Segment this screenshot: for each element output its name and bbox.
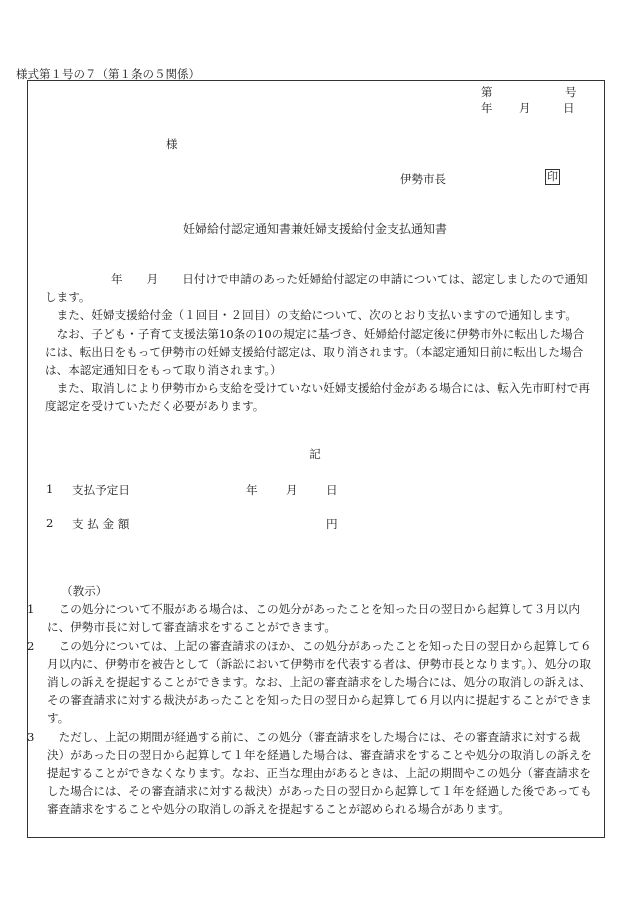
form-number-label: 様式第１号の７（第１条の５関係） [16, 67, 200, 81]
date-year: 年 [481, 101, 493, 115]
item-2-number: 2 [46, 516, 54, 530]
body-paragraph-1 [45, 270, 593, 306]
instruction-entry-text: ただし、上記の期間が経過する前に、この処分（審査請求をした場合には、その審査請求に対する裁決）があった日の翌日から起算して１年を経過した場合は、審査請求をすることや処分の取消しの訴えを提起することができなくなります。なお、正当な理由があるときは、上記の期間やこの処分（審査請求をした場合には、その審査請求に対する裁決）があった日の翌日から起算して１年を経過した後であっても審査請求をすることや処分の取消しの訴えを提起することが認められる場合があります。 [47, 729, 592, 817]
body-paragraph-1-text: 日付けで申請のあった妊婦給付認定の申請については、認定しましたので通知します。 [45, 272, 588, 305]
instruction-entry-number: 1 [27, 602, 35, 617]
document-title: 妊婦給付認定通知書兼妊婦支援給付金支払通知書 [182, 222, 447, 236]
body-text [45, 270, 593, 416]
recipient-suffix: 様 [166, 137, 178, 151]
number-suffix: 号 [565, 85, 577, 99]
instruction-entry [27, 600, 593, 636]
body-paragraph-3: なお、子ども・子育て支援法第10条の10の規定に基づき、妊婦給付認定後に伊勢市外に転出した場合には、転出日をもって伊勢市の妊婦支援給付認定は、取り消されます。（本認定通知日前に転出した場合は、本認定通知日をもって取り消されます。） [45, 326, 585, 378]
instruction-entry [27, 637, 593, 728]
issuer-name: 伊勢市長 [400, 172, 446, 186]
instruction-heading: （教示） [61, 584, 108, 598]
instruction-entry-number: 2 [27, 638, 35, 653]
body-paragraph-2: また、妊婦支援給付金（１回目・２回目）の支給について、次のとおり支払いますので通知します。 [56, 308, 577, 323]
instruction-entry-number: 3 [27, 729, 35, 744]
number-prefix: 第 [481, 85, 493, 99]
date-month: 月 [519, 101, 531, 115]
instruction-entry-text: この処分について不服がある場合は、この処分があったことを知った日の翌日から起算して３月以内に、伊勢市長に対して審査請求をすることができます。 [47, 602, 580, 635]
body-paragraph-4: また、取消しにより伊勢市から支給を受けていない妊婦支援給付金がある場合には、転入先市町村で再度認定を受けていただく必要があります。 [45, 381, 590, 414]
seal-mark: 印 [547, 170, 558, 183]
item-2-unit: 円 [326, 517, 338, 531]
item-1-day: 日 [326, 483, 338, 497]
instruction-entry [27, 728, 593, 819]
body-year: 年 [111, 272, 123, 286]
date-day: 日 [563, 101, 575, 115]
item-1-number: 1 [46, 482, 54, 496]
body-month: 月 [146, 272, 159, 286]
item-1-label: 支払予定日 [72, 483, 130, 497]
instruction-section [27, 582, 593, 819]
item-1-month: 月 [286, 483, 298, 497]
instruction-entry-text: この処分については、上記の審査請求のほか、この処分があったことを知った日の翌日から起算して６月以内に、伊勢市を被告として（訴訟において伊勢市を代表する者は、伊勢市長となります。）、処分の取消しの訴えを提起することができます。なお、上記の審査請求をした場合には、処分の取消しの訴えは、その審査請求に対する裁決があったことを知った日の翌日から起算して６月以内に提起することができます。 [47, 638, 592, 726]
ki-heading: 記 [309, 447, 321, 461]
item-1-year: 年 [246, 483, 258, 497]
item-2-label: 支 払 金 額 [72, 517, 130, 531]
